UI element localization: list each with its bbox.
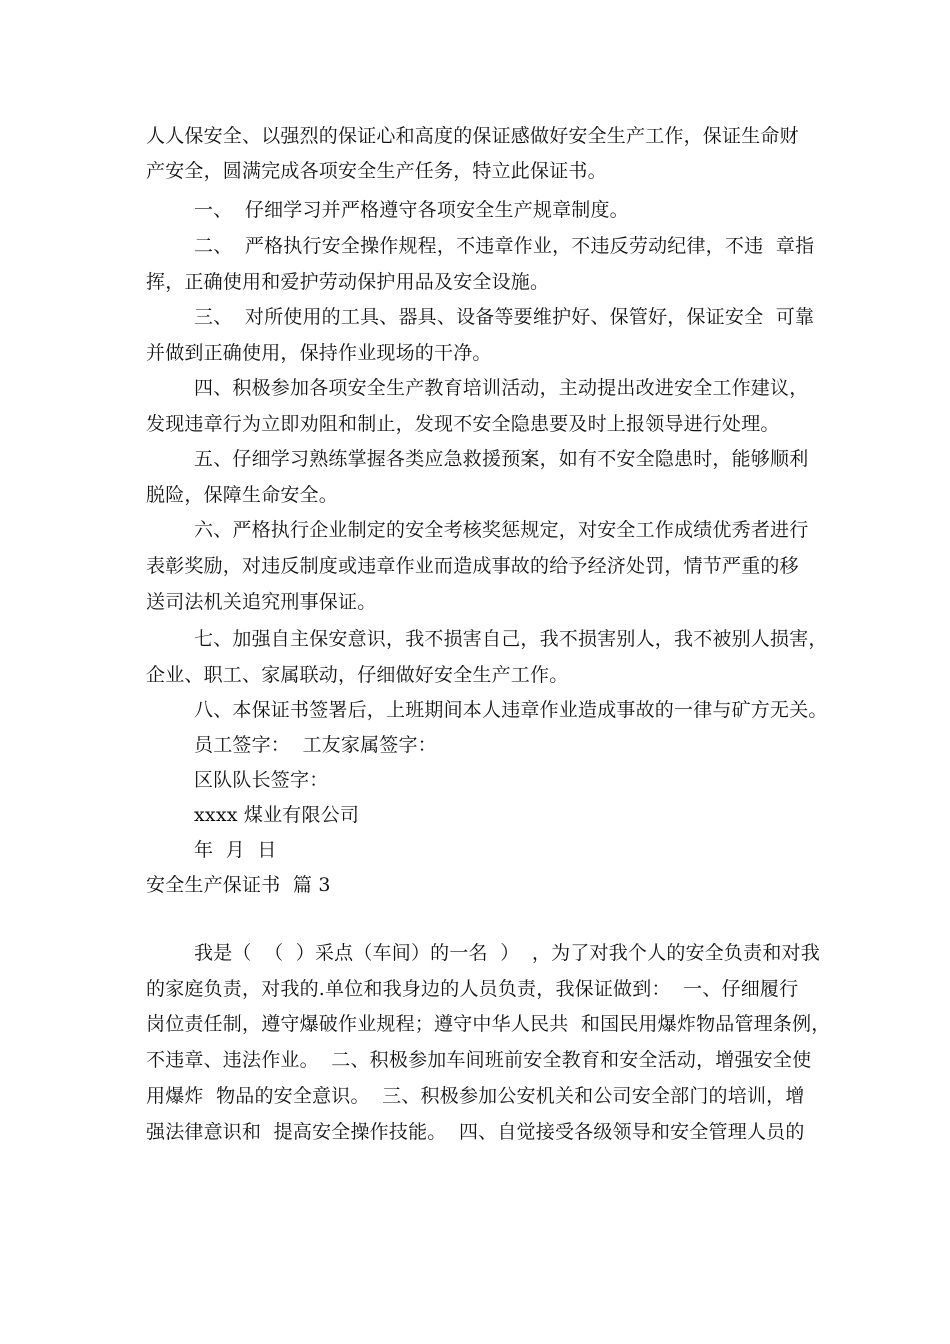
text-line: 八、本保证书签署后，上班期间本人违章作业造成事故的一律与矿方无关。 — [194, 699, 828, 721]
text-line: 我是（ （ ）采点（车间）的一名 ） ，为了对我个人的安全负责和对我 — [194, 942, 820, 964]
text-line: 发现违章行为立即劝阻和制止，发现不安全隐患要及时上报领导进行处理。 — [146, 413, 780, 435]
signature-line-employee: 员工签字： 工友家属签字： — [194, 734, 437, 756]
text-line: 挥，正确使用和爱护劳动保护用品及安全设施。 — [146, 271, 550, 293]
text-line: 送司法机关追究刑事保证。 — [146, 591, 377, 613]
text-line: 七、加强自主保安意识，我不损害自己，我不损害别人，我不被别人损害， — [194, 628, 828, 650]
text-line: 五、仔细学习熟练掌握各类应急救援预案，如有不安全隐患时，能够顺利 — [194, 448, 809, 470]
date-line: 年 月 日 — [194, 839, 277, 861]
text-line: 岗位责任制，遵守爆破作业规程；遵守中华人民共 和国民用爆炸物品管理条例， — [146, 1013, 831, 1035]
text-line: 四、积极参加各项安全生产教育培训活动，主动提出改进安全工作建议， — [194, 377, 809, 399]
section-title: 安全生产保证书 篇 3 — [146, 874, 331, 896]
text-line: 并做到正确使用，保持作业现场的干净。 — [146, 342, 492, 364]
text-line: 产安全，圆满完成各项安全生产任务，特立此保证书。 — [146, 160, 607, 182]
text-line: 不违章、违法作业。 二、积极参加车间班前安全教育和安全活动，增强安全使 — [146, 1049, 812, 1071]
text-line: 三、 对所使用的工具、器具、设备等要维护好、保管好，保证安全 可靠 — [194, 306, 815, 328]
text-line: 的家庭负责，对我的.单位和我身边的人员负责，我保证做到： 一、仔细履行 — [146, 978, 799, 1000]
text-line: 表彰奖励，对违反制度或违章作业而造成事故的给予经济处罚，情节严重的移 — [146, 555, 799, 577]
text-line: 二、 严格执行安全操作规程，不违章作业，不违反劳动纪律，不违 章指 — [194, 235, 815, 257]
text-line: 企业、职工、家属联动，仔细做好安全生产工作。 — [146, 664, 569, 686]
text-line: 用爆炸 物品的安全意识。 三、积极参加公安机关和公司安全部门的培训，增 — [146, 1085, 805, 1107]
text-line: 六、严格执行企业制定的安全考核奖惩规定，对安全工作成绩优秀者进行 — [194, 519, 809, 541]
text-line: 脱险，保障生命安全。 — [146, 484, 339, 506]
text-line: 人人保安全、以强烈的保证心和高度的保证感做好安全生产工作，保证生命财 — [146, 125, 799, 147]
company-name: xxxx 煤业有限公司 — [194, 804, 360, 826]
text-line: 一、 仔细学习并严格遵守各项安全生产规章制度。 — [194, 199, 629, 221]
signature-line-leader: 区队队长签字： — [194, 769, 329, 791]
text-line: 强法律意识和 提高安全操作技能。 四、自觉接受各级领导和安全管理人员的 — [146, 1121, 805, 1143]
